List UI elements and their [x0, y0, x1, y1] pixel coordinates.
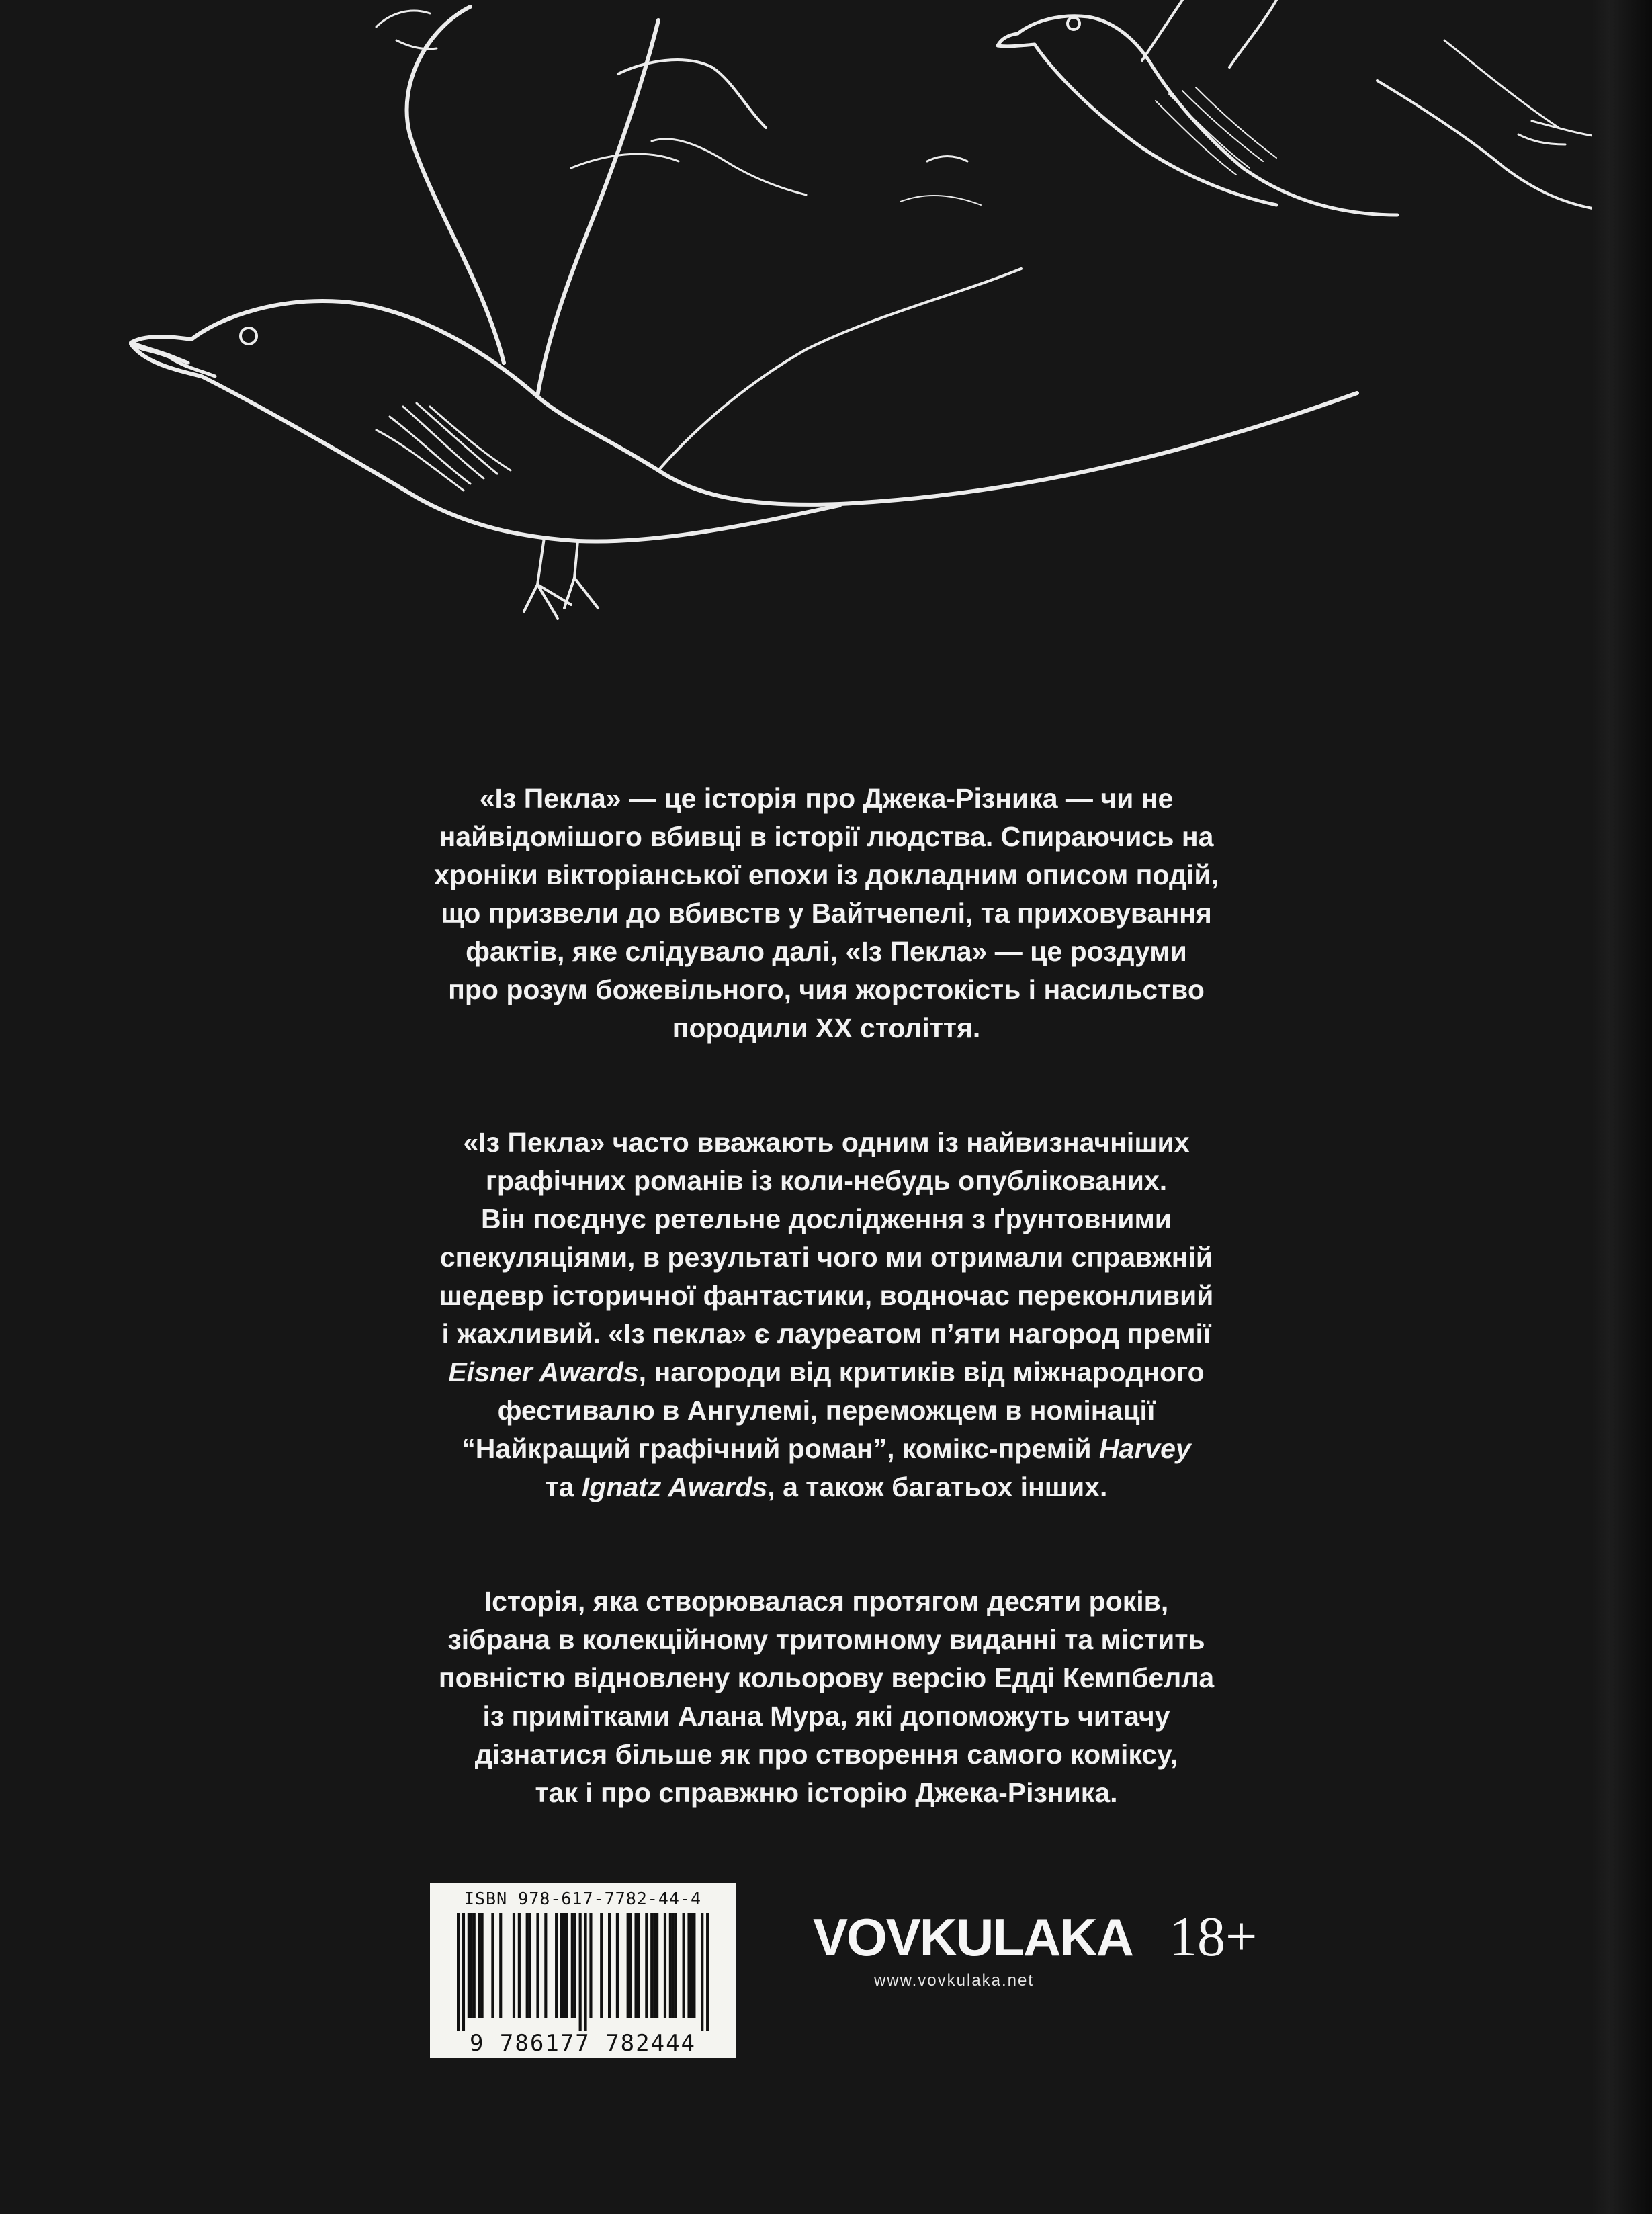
blurb-line [255, 1468, 1397, 1506]
barcode-bar [560, 1913, 563, 2018]
seagull-sketch-icon [0, 0, 1652, 672]
blurb-paragraph-1 [255, 779, 1397, 1048]
book-description [255, 779, 1397, 1888]
blurb-line: фестивалю в Ангулемі, переможцем в номінації [497, 1395, 1156, 1426]
publisher-logo: VOVKULAKA [813, 1908, 1133, 1967]
barcode-bar [468, 1913, 470, 2018]
barcode-bar [470, 1913, 473, 2018]
barcode-bar [481, 1913, 484, 2018]
barcode-bar [473, 1913, 476, 2018]
blurb-line: із примітками Алана Мура, які допоможуть читачу [482, 1701, 1170, 1732]
blurb-line: шедевр історичної фантастики, водночас переконливий [439, 1280, 1214, 1311]
award-name-harvey: Harvey [1098, 1433, 1191, 1464]
blurb-line: найвідомішого вбивці в історії людства. Спираючись на [439, 821, 1214, 852]
barcode-bar [555, 1913, 558, 2018]
barcode-bar [634, 1913, 637, 2018]
barcode-bar [491, 1913, 494, 2018]
blurb-line: так і про справжню історію Джека-Різника. [535, 1777, 1118, 1808]
blurb-line: повністю відновлену кольорову версію Едді Кемпбелла [438, 1662, 1215, 1693]
isbn-label: ISBN 978-617-7782-44-4 [464, 1889, 702, 1908]
barcode-bar [645, 1913, 648, 2018]
barcode-bar [656, 1913, 658, 2018]
blurb-line: фактів, яке слідувало далі, «Із Пекла» — це роздуми [466, 936, 1187, 967]
blurb-line: що призвели до вбивств у Вайтчепелі, та приховування [441, 898, 1212, 929]
barcode-bar [600, 1913, 603, 2018]
barcode-bar [683, 1913, 685, 2018]
blurb-line: зібрана в колекційному тритомному виданні та містить [447, 1624, 1205, 1655]
barcode-bar [701, 1913, 703, 2031]
blurb-line: і жахливий. «Із пекла» є лауреатом п’яти нагород премії [441, 1318, 1211, 1349]
blurb-text: та [545, 1472, 582, 1502]
barcode-bar [584, 1913, 586, 2031]
barcode-bar [574, 1913, 576, 2018]
award-name-ignatz: Ignatz Awards [581, 1472, 768, 1502]
barcode-bar [579, 1913, 582, 2031]
blurb-line: хроніки вікторіанської епохи із докладним описом подій, [434, 859, 1219, 890]
barcode-bar [627, 1913, 629, 2018]
blurb-line: графічних романів із коли-небудь опублікованих. [485, 1165, 1168, 1196]
barcode-bar [526, 1913, 529, 2018]
blurb-text: , а також багатьох інших. [767, 1472, 1108, 1502]
barcode-bar [706, 1913, 709, 2031]
blurb-paragraph-2 [255, 1123, 1397, 1506]
publisher-url: www.vovkulaka.net [873, 1971, 1035, 1990]
blurb-line [255, 1430, 1397, 1468]
barcode-bar [669, 1913, 672, 2018]
award-name-eisner: Eisner Awards [448, 1357, 639, 1388]
barcode-bar [478, 1913, 481, 2018]
barcode-bar [589, 1913, 592, 2018]
barcode-bar [693, 1913, 695, 2018]
barcode-bar [529, 1913, 531, 2018]
blurb-line: «Із Пекла» — це історія про Джека-Різника — чи не [479, 783, 1174, 814]
barcode-bar [563, 1913, 566, 2018]
barcode-bar [518, 1913, 521, 2018]
barcode-bar [536, 1913, 539, 2018]
barcode-bar [650, 1913, 653, 2018]
barcode-bar [457, 1913, 460, 2031]
isbn-barcode [430, 1883, 736, 2058]
barcode-bar [653, 1913, 656, 2018]
blurb-text: , нагороди від критиків від міжнародного [638, 1357, 1205, 1388]
barcode-bar [672, 1913, 675, 2018]
barcode-bar [499, 1913, 502, 2018]
blurb-line: про розум божевільного, чия жорстокість і насильство [448, 974, 1205, 1005]
barcode-bar [637, 1913, 640, 2018]
barcode-bar [616, 1913, 619, 2018]
blurb-line: «Із Пекла» часто вважають одним із найвизначніших [463, 1127, 1190, 1158]
barcode-digits: 9 786177 782444 [469, 2030, 697, 2057]
barcode-icon [457, 1913, 709, 2031]
barcode-bar [664, 1913, 666, 2018]
barcode-bar [675, 1913, 677, 2018]
blurb-text: “Найкращий графічний роман”, комікс-премій [462, 1433, 1099, 1464]
barcode-bar [608, 1913, 611, 2018]
barcode-bar [566, 1913, 568, 2018]
publisher-block [813, 1907, 1133, 1990]
cover-spine-edge [1592, 0, 1652, 2214]
blurb-line: Історія, яка створювалася протягом десяти років, [484, 1586, 1169, 1617]
barcode-bar [571, 1913, 574, 2018]
blurb-line [255, 1353, 1397, 1392]
blurb-line: дізнатися більше як про створення самого коміксу, [474, 1739, 1178, 1770]
barcode-bar [462, 1913, 465, 2031]
age-rating-badge: 18+ [1169, 1906, 1258, 1968]
blurb-paragraph-3 [255, 1582, 1397, 1812]
barcode-bar [690, 1913, 693, 2018]
blurb-line: породили XX століття. [672, 1013, 981, 1044]
blurb-line: спекуляціями, в результаті чого ми отримали справжній [439, 1242, 1213, 1273]
barcode-bar [629, 1913, 632, 2018]
barcode-bar [687, 1913, 690, 2018]
blurb-line: Він поєднує ретельне дослідження з ґрунтовними [480, 1203, 1172, 1234]
barcode-bar [513, 1913, 515, 2018]
barcode-bar [544, 1913, 547, 2018]
